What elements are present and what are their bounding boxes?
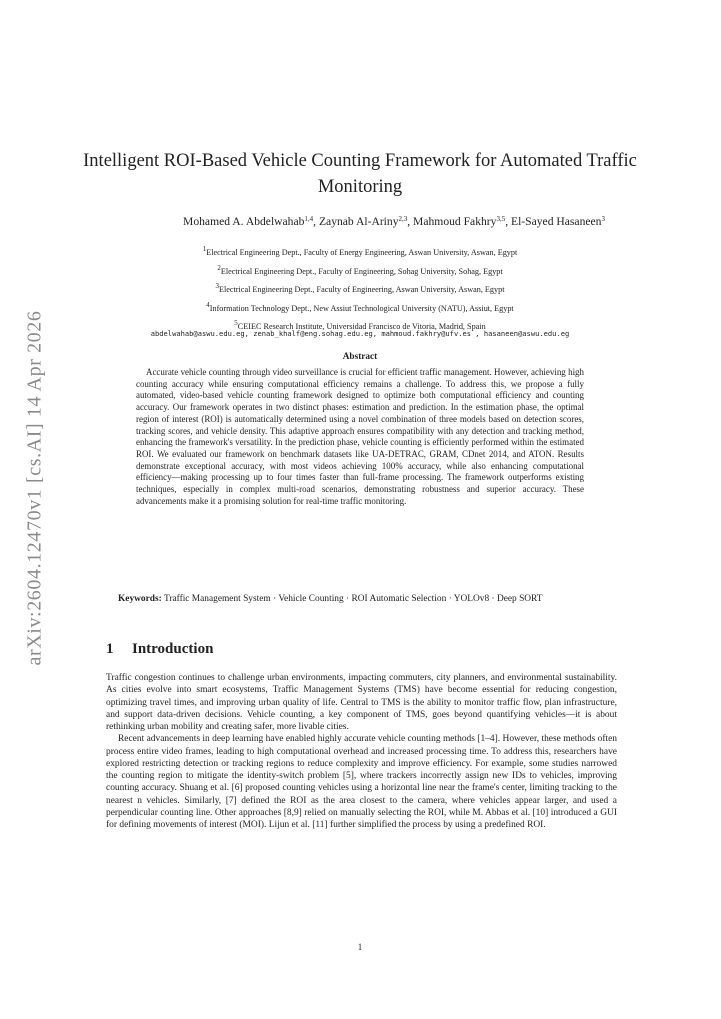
author: Zaynab Al-Ariny$^{2,3}$, — [318, 215, 414, 228]
arxiv-stamp — [18, 0, 52, 1019]
keywords-text: Traffic Management System · Vehicle Counting · ROI Automatic Selection · YOLOv8 · Deep SORT — [163, 594, 543, 604]
keywords — [106, 593, 617, 605]
paper-title: Intelligent ROI-Based Vehicle Counting Framework for Automated Traffic Monitoring — [83, 151, 637, 197]
abstract-heading: Abstract — [342, 352, 378, 362]
section-heading-introduction — [106, 641, 213, 658]
affiliation: $^4$Information Technology Dept., New Assiut Technological University (NATU), Assiut, Egypt — [206, 300, 514, 313]
section-title: Introduction — [132, 641, 214, 657]
page-number: 1 — [357, 942, 363, 952]
keywords-label: Keywords: — [118, 594, 162, 604]
author: Mohamed A. Abdelwahab$^{1,4}$, — [183, 215, 319, 228]
affiliation: $^2$Electrical Engineering Dept., Faculty of Engineering, Sohag University, Sohag, Egypt — [217, 263, 503, 276]
author: El-Sayed Hasaneen$^3$ — [511, 215, 605, 228]
affiliation: $^3$Electrical Engineering Dept., Faculty of Engineering, Aswan University, Aswan, Egypt — [215, 282, 505, 295]
paragraph: Recent advancements in deep learning have enabled highly accurate vehicle counting methods [1–4]. However, these methods often process entire video frames, leading to high computational overhead and increased processing time. To address this, researchers have explored restricting detection or tracking regions to reduce complexity and improve efficiency. For example, some studies narrowed the counting region to mitigate the identity-switch problem [5], where trackers incorrectly assign new IDs to vehicles, improving counting accuracy. Shuang et al. [6] proposed counting vehicles using a horizontal line near the frame's center, limiting tracking to the nearest n vehicles. Similarly, [7] defined the ROI as the area closest to the camera, where vehicles appear larger, and used a perpendicular counting line. Other approaches [8,9] relied on manually selecting the ROI, while M. Abbas et al. [10] introduced a GUI for defining movements of interest (MOI). Lijun et al. [11] further simplified the process by using a predefined ROI. — [106, 734, 617, 830]
section-number: 1 — [106, 641, 114, 657]
abstract — [136, 367, 584, 507]
abstract-text: Accurate vehicle counting through video surveillance is crucial for efficient traffic management. However, achieving high counting accuracy while ensuring computational efficiency remains a challenge. To address this, we propose a fully automated, video-based vehicle counting framework designed to optimize both computational efficiency and counting accuracy. Our framework operates in two distinct phases: estimation and prediction. In the estimation phase, the optimal region of interest (ROI) is automatically determined using a novel combination of three models based on detection scores, tracking scores, and vehicle density. This adaptive approach ensures compatibility with any detection and tracking method, enhancing the framework's versatility. In the prediction phase, vehicle counting is efficiently performed within the estimated ROI. We evaluated our framework on benchmark datasets like UA-DETRAC, GRAM, CDnet 2014, and ATON. Results demonstrate exceptional accuracy, with most videos achieving 100% accuracy, while also enhancing computational efficiency—making processing up to four times faster than full-frame processing. The framework outperforms existing techniques, especially in complex multi-road scenarios, demonstrating robustness and superior accuracy. These advancements make it a promising solution for real-time traffic monitoring. — [136, 367, 584, 506]
author: Mahmoud Fakhry$^{3,5}$, — [413, 215, 511, 228]
affiliation: $^5$CEIEC Research Institute, Universidad Francisco de Vitoria, Madrid, Spain — [234, 319, 486, 332]
author-list — [96, 215, 692, 228]
paragraph: Traffic congestion continues to challenge urban environments, impacting commuters, city planners, and environmental sustainability. As cities evolve into smart ecosystems, Traffic Management Systems (TMS) have become essential for reducing congestion, optimizing travel times, and improving urban quality of life. Central to TMS is the ability to monitor traffic flow, plan infrastructure, and support data-driven decisions. Vehicle counting, a key component of TMS, goes beyond quantifying vehicles—it is about rethinking urban mobility and creating safer, more livable cities. — [106, 673, 617, 732]
arxiv-identifier: arXiv:2604.12470v1 [cs.AI] 14 Apr 2026 — [23, 310, 46, 666]
affiliation: $^1$Electrical Engineering Dept., Faculty of Energy Engineering, Aswan University, Aswan, Egypt — [202, 245, 518, 257]
affiliation-list — [110, 242, 610, 335]
introduction-body — [106, 672, 617, 831]
author-emails: abdelwahab@aswu.edu.eg, zenab_khalf@eng.sohag.edu.eg, mahmoud.fakhry@ufv.es , hasaneen@aswu.edu.eg — [150, 329, 570, 338]
